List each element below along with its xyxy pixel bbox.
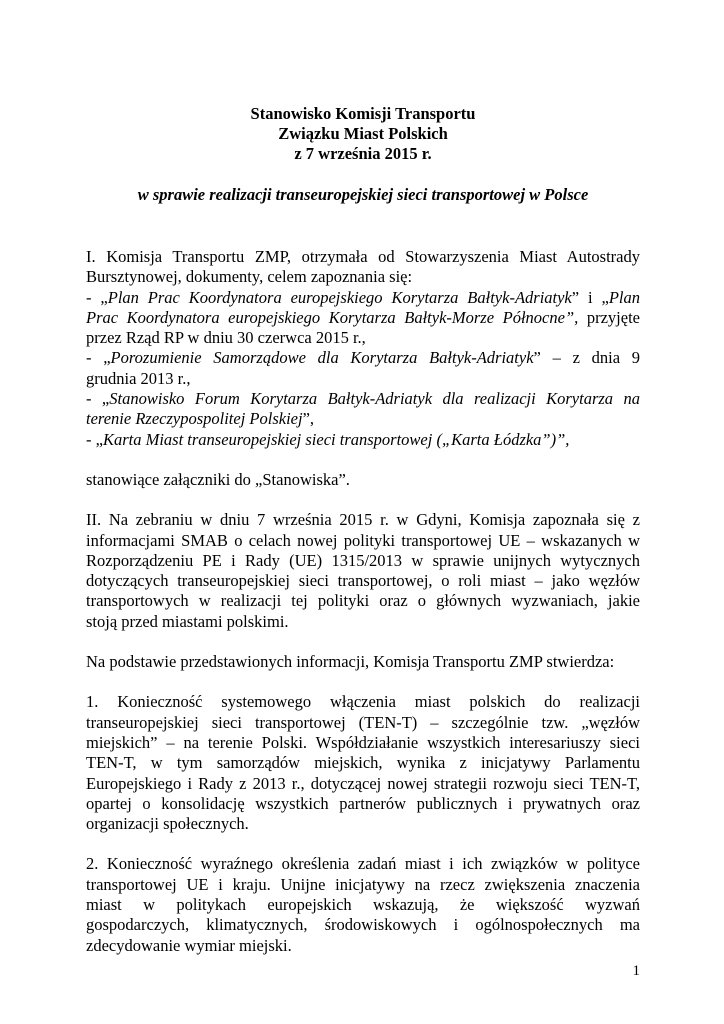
document-subtitle: w sprawie realizacji transeuropejskiej sieci transportowej w Polsce [137,185,589,204]
section-1-line: I. Komisja Transportu ZMP, otrzymała od Stowarzyszenia Miast Autostrady [86,247,640,266]
document-body [86,247,640,956]
list-item-1-cont: przez Rząd RP w dniu 30 czerwca 2015 r., [86,328,366,348]
statement-intro: Na podstawie przedstawionych informacji, Komisja Transportu ZMP stwierdza: [86,652,615,672]
list-item-2: - „Porozumienie Samorządowe dla Korytarza Bałtyk-Adriatyk” – z dnia 9 [86,348,640,368]
title-line-2: Związku Miast Polskich [278,124,448,143]
list-item-3: - „Stanowisko Forum Korytarza Bałtyk-Adriatyk dla realizacji Korytarza na [86,389,640,409]
section-1-closing: stanowiące załączniki do „Stanowiska”. [86,469,350,489]
list-item-3-cont: terenie Rzeczypospolitej Polskiej”, [86,409,315,429]
title-date: z 7 września 2015 r. [294,144,432,163]
section-1-line: Bursztynowej, dokumenty, celem zapoznania się: [86,267,413,287]
list-item-1-cont: Prac Koordynatora europejskiego Korytarza Bałtyk-Morze Północne”, przyjęte [86,307,641,327]
point-2-paragraph: 2. Konieczność wyraźnego określenia zadań miast i ich związków w polityce transportowej UE i kraju. Unijne inicjatywy na rzecz zwiększenia znaczenia miast w politykach europejskich wskazują, że większość wyzwań gospodarczych, klimatycznych, środowiskowych i ogólnospołecznych ma zdecydowanie wymiar miejski. [86,854,640,955]
title-line-1: Stanowisko Komisji Transportu [250,104,476,123]
section-2-paragraph: II. Na zebraniu w dniu 7 września 2015 r. w Gdyni, Komisja zapoznała się z informacjami SMAB o celach nowej polityki transportowej UE – wskazanych w Rozporządzeniu PE i Rady (UE) 1315/2013 w sprawie unijnych wytycznych dotyczących transeuropejskiej sieci transportowej, o roli miast – jako węzłów transportowych w realizacji tej polityki oraz o głównych wyzwaniach, jakie stoją przed miastami polskimi. [86,510,640,631]
list-item-2-cont: grudnia 2013 r., [86,368,191,388]
section-1-paragraph [86,247,640,450]
list-item-1: - „Plan Prac Koordynatora europejskiego Korytarza Bałtyk-Adriatyk” i „Plan [86,287,640,307]
document-page [86,104,640,956]
document-title [86,104,640,164]
list-item-4: - „Karta Miast transeuropejskiej sieci transportowej („Karta Łódzka”)”, [86,429,570,449]
point-1-paragraph: 1. Konieczność systemowego włączenia miast polskich do realizacji transeuropejskiej sieci transportowej (TEN-T) – szczególnie tzw. „węzłów miejskich” – na terenie Polski. Współdziałanie wszystkich interesariuszy sieci TEN-T, w tym samorządów miejskich, wynika z inicjatywy Parlamentu Europejskiego i Rady z 2013 r., dotyczącej nowej strategii rozwoju sieci TEN-T, opartej o konsolidację wszystkich partnerów publicznych i prywatnych oraz organizacji społecznych. [86,692,640,834]
page-number: 1 [632,963,640,979]
